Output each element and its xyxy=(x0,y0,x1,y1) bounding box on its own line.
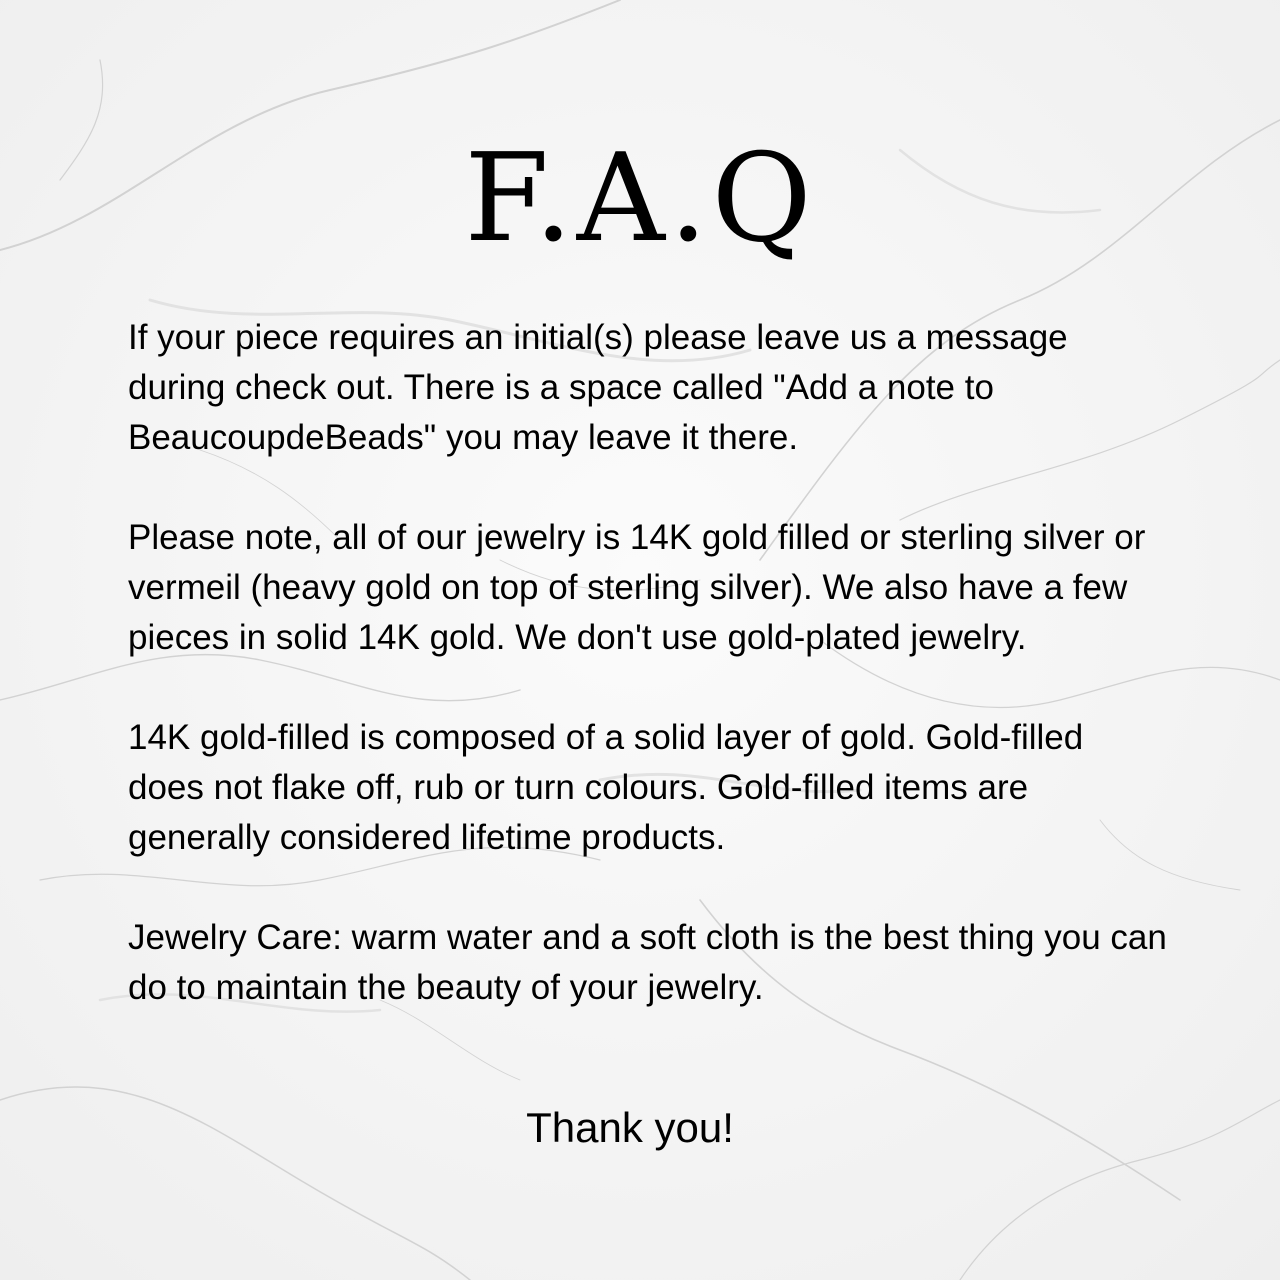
faq-paragraph-initials: If your piece requires an initial(s) please leave us a message during check out. There is a space called "Add a note to BeaucoupdeBeads" you may leave it there. xyxy=(128,318,1068,457)
faq-paragraph-care: Jewelry Care: warm water and a soft cloth is the best thing you can do to maintain the beauty of your jewelry. xyxy=(128,918,1167,1007)
page-title: F.A.Q xyxy=(464,127,816,269)
faq-paragraph-gold-filled: 14K gold-filled is composed of a solid layer of gold. Gold-filled does not flake off, rub or turn colours. Gold-filled items are generally considered lifetime products. xyxy=(128,718,1084,857)
closing-message: Thank you! xyxy=(526,1104,734,1151)
faq-body xyxy=(128,313,1168,1063)
faq-paragraph-materials: Please note, all of our jewelry is 14K gold filled or sterling silver or vermeil (heavy gold on top of sterling silver). We also have a few pieces in solid 14K gold. We don't use gold-plated jewelry. xyxy=(128,518,1146,657)
